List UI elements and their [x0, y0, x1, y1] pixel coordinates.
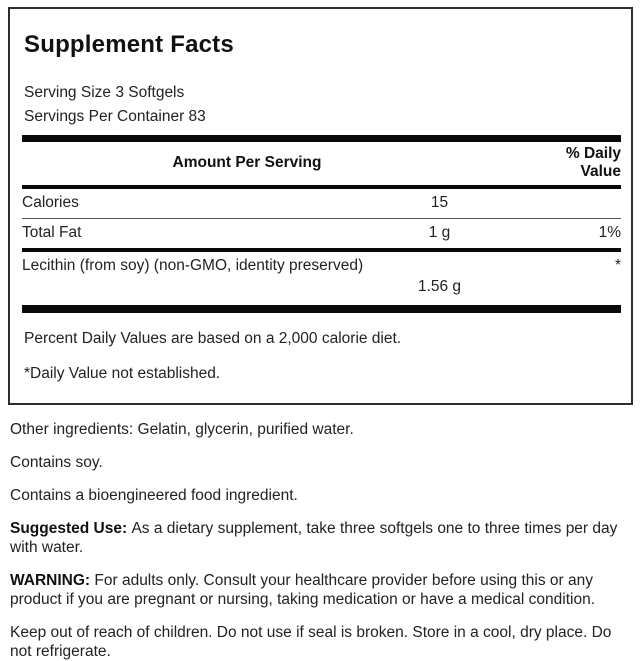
nutrient-row: [22, 252, 621, 302]
servings-per-container-line: Servings Per Container 83: [24, 108, 206, 125]
table-header-row: [22, 142, 621, 185]
nutrient-name: Total Fat: [22, 224, 82, 241]
nutrient-name: Lecithin (from soy) (non-GMO, identity preserved): [22, 257, 364, 274]
paragraph-lead-in: WARNING:: [10, 572, 95, 589]
serving-size-line: Serving Size 3 Softgels: [24, 84, 185, 101]
label-paragraph: Suggested Use: As a dietary supplement, take three softgels one to three times per day with water.: [10, 520, 618, 556]
nutrient-daily-value: *: [614, 257, 621, 274]
amount-per-serving-header: Amount Per Serving: [172, 154, 322, 171]
daily-value-header: % Daily Value: [565, 145, 621, 180]
label-body-text: [8, 405, 633, 661]
label-paragraph: Other ingredients: Gelatin, glycerin, purified water.: [10, 421, 354, 438]
nutrient-row: [22, 219, 621, 248]
paragraph-lead-in: Suggested Use:: [10, 520, 132, 537]
nutrient-rows: [22, 189, 621, 302]
label-paragraph: Contains a bioengineered food ingredient.: [10, 487, 298, 504]
label-paragraph: Keep out of reach of children. Do not use if seal is broken. Store in a cool, dry place. Do not refrigerate.: [10, 624, 612, 660]
footnote-daily-values: Percent Daily Values are based on a 2,000 calorie diet.: [24, 330, 402, 347]
footnote-asterisk: *Daily Value not established.: [24, 365, 221, 382]
nutrient-daily-value: 1%: [598, 224, 621, 241]
label-paragraph: Contains soy.: [10, 454, 103, 471]
divider-thick-top: [22, 135, 621, 142]
panel-title: Supplement Facts: [24, 31, 234, 58]
nutrient-amount: 1.56 g: [417, 278, 462, 295]
nutrient-amount: 15: [430, 194, 449, 211]
nutrient-name: Calories: [22, 194, 79, 211]
nutrient-row: [22, 189, 621, 218]
divider-thick-bottom: [22, 305, 621, 313]
nutrient-amount: 1 g: [428, 224, 451, 241]
supplement-facts-panel: [8, 7, 633, 405]
label-paragraph: WARNING: For adults only. Consult your healthcare provider before using this or any product if you are pregnant or nursing, taking medication or have a medical condition.: [10, 572, 596, 608]
